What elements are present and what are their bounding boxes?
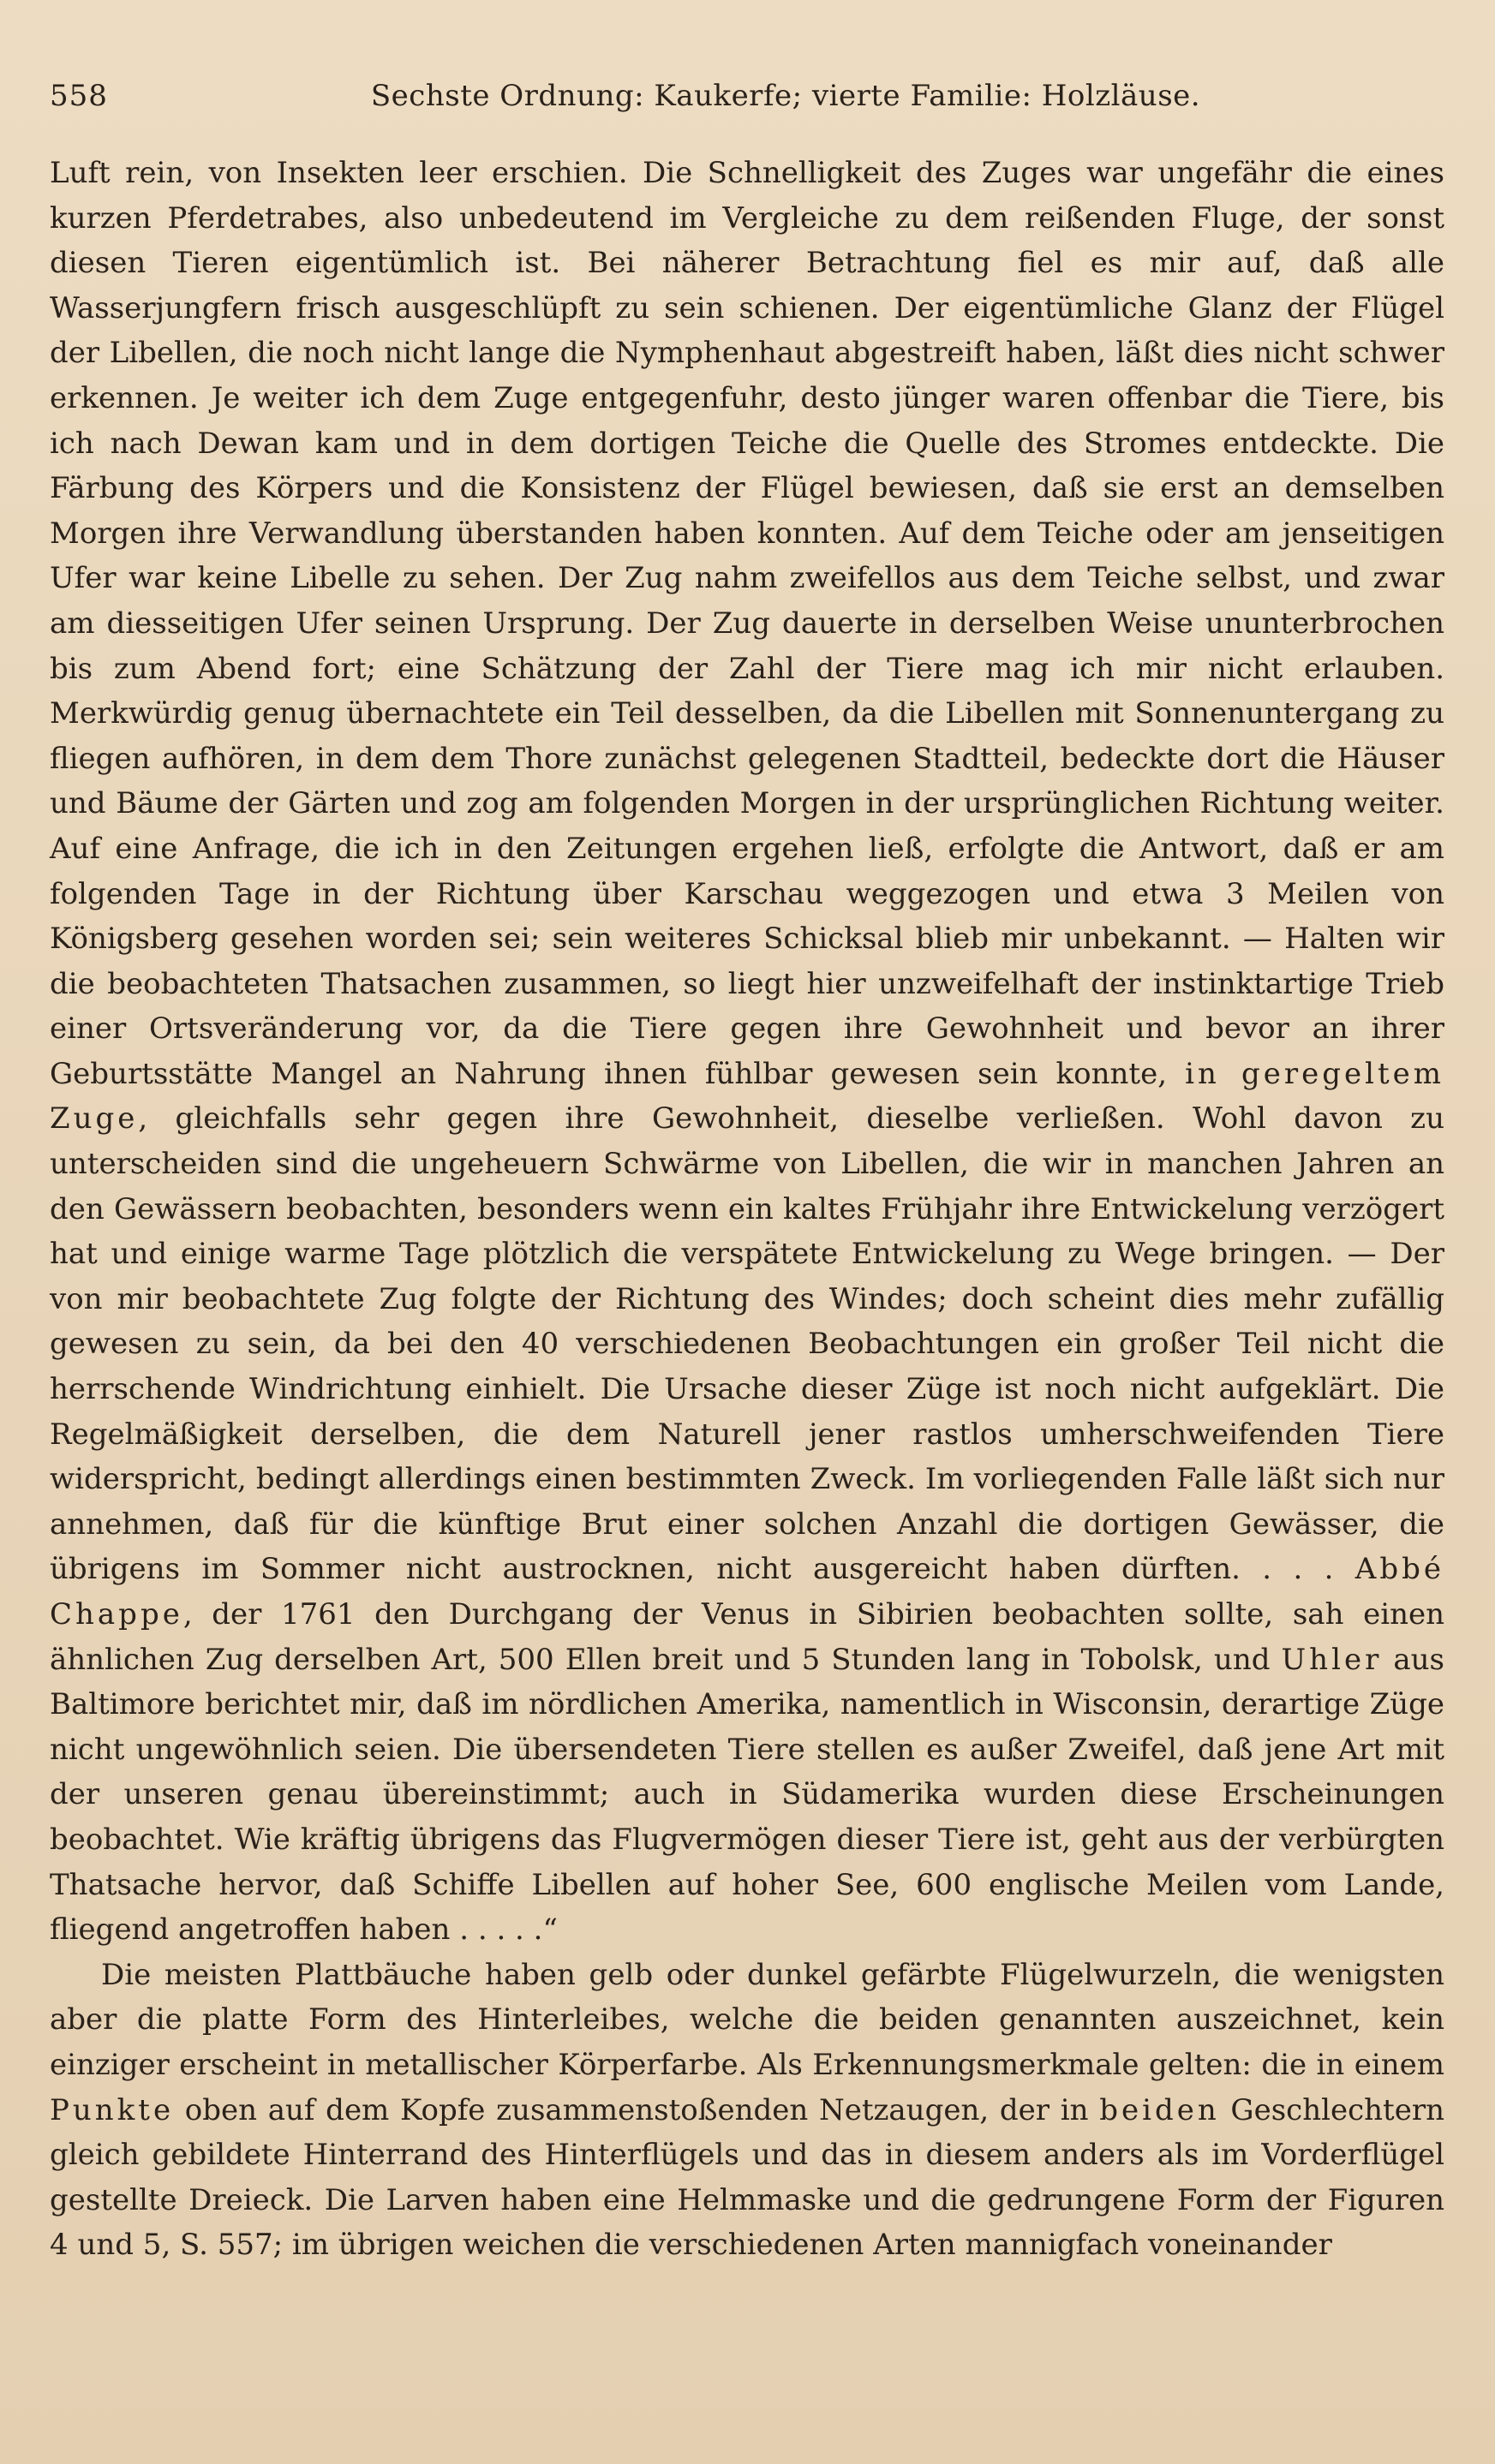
page-header	[50, 74, 1444, 118]
body-text	[50, 151, 1444, 2268]
text-run: Luft rein, von Insekten leer erschien. Die Schnelligkeit des Zuges war ungefähr die eines kurzen Pferdetrabes, also unbedeutend im Vergleiche zu dem reißenden Fluge, der sonst diesen Tieren eigentümlich ist. Bei näherer Betrachtung fiel es mir auf, daß alle Wasserjungfern frisch ausgeschlüpft zu sein schienen. Der eigentümliche Glanz der Flügel der Libellen, die noch nicht lange die Nymphenhaut abgestreift haben, läßt dies nicht schwer erkennen. Je weiter ich dem Zuge entgegenfuhr, desto jünger waren offenbar die Tiere, bis ich nach Dewan kam und in dem dortigen Teiche die Quelle des Stromes entdeckte. Die Färbung des Körpers und die Konsistenz der Flügel bewiesen, daß sie erst an demselben Morgen ihre Verwandlung überstanden haben konnten. Auf dem Teiche oder am jenseitigen Ufer war keine Libelle zu sehen. Der Zug nahm zweifellos aus dem Teiche selbst, und zwar am diesseitigen Ufer seinen Ursprung. Der Zug dauerte in derselben Weise ununterbrochen bis zum Abend fort; eine Schätzung der Zahl der Tiere mag ich mir nicht erlauben. Merkwürdig genug übernachtete ein Teil desselben, da die Libellen mit Sonnenuntergang zu fliegen aufhören, in dem dem Thore zunächst gelegenen Stadtteil, bedeckte dort die Häuser und Bäume der Gärten und zog am folgenden Morgen in der ursprünglichen Richtung weiter. Auf eine Anfrage, die ich in den Zeitungen ergehen ließ, erfolgte die Antwort, daß er am folgenden Tage in der Richtung über Karschau weggezogen und etwa 3 Meilen von Königsberg gesehen worden sei; sein weiteres Schicksal blieb mir unbekannt. — Halten wir die beobachteten Thatsachen zusammen, so liegt hier unzweifelhaft der instinktartige Trieb einer Ortsveränderung vor, da die Tiere gegen ihre Gewohnheit und bevor an ihrer Geburtsstätte Mangel an Nahrung ihnen fühlbar gewesen sein konnte,	[50, 156, 1444, 1091]
text-run: , gleichfalls sehr gegen ihre Gewohnheit, dieselbe verließen. Wohl davon zu unterscheiden sind die ungeheuern Schwärme von Libellen, die wir in manchen Jahren an den Gewässern beobachten, besonders wenn ein kaltes Frühjahr ihre Entwickelung verzögert hat und einige warme Tage plötzlich die verspätete Entwickelung zu Wege bringen. — Der von mir beobachtete Zug folgte der Richtung des Windes; doch scheint dies mehr zufällig gewesen zu sein, da bei den 40 verschiedenen Beobachtungen ein großer Teil nicht die herrschende Windrichtung einhielt. Die Ursache dieser Züge ist noch nicht aufgeklärt. Die Regelmäßigkeit derselben, die dem Naturell jener rastlos umherschweifenden Tiere widerspricht, bedingt allerdings einen bestimmten Zweck. Im vorliegenden Falle läßt sich nur annehmen, daß für die künftige Brut einer solchen Anzahl die dortigen Gewässer, die übrigens im Sommer nicht austrocknen, nicht ausgereicht haben dürften. . . .	[50, 1101, 1444, 1587]
person-name: Uhler	[1281, 1642, 1383, 1677]
emphasized-text: beiden	[1099, 2092, 1220, 2127]
text-run: oben auf dem Kopfe zusammenstoßenden Netzaugen, der in	[174, 2092, 1100, 2127]
emphasized-text: Punkte	[50, 2092, 175, 2127]
running-head: Sechste Ordnung: Kaukerfe; vierte Familie: Holzläuse.	[370, 79, 1201, 113]
emphasized-text: in geregeltem Zuge	[50, 1056, 1445, 1137]
paragraph-quote-continuation	[50, 151, 1444, 1953]
paragraph-plattbaeuche	[50, 1953, 1444, 2268]
person-name: Abbé Chappe	[50, 1552, 1444, 1632]
text-run: aus Baltimore berichtet mir, daß im nördlichen Amerika, namentlich in Wisconsin, derartige Züge nicht ungewöhnlich seien. Die übersendeten Tiere stellen es außer Zweifel, daß jene Art mit der unseren genau übereinstimmt; auch in Südamerika wurden diese Erscheinungen beobachtet. Wie kräftig übrigens das Flugvermögen dieser Tiere ist, geht aus der verbürgten Thatsache hervor, daß Schiffe Libellen auf hoher See, 600 englische Meilen vom Lande, fliegend angetroffen haben . . . . .“	[50, 1642, 1444, 1948]
text-run: , der 1761 den Durchgang der Venus in Sibirien beobachten sollte, sah einen ähnlichen Zug derselben Art, 500 Ellen breit und 5 Stunden lang in Tobolsk, und	[50, 1597, 1444, 1677]
text-run: Die meisten Plattbäuche haben gelb oder dunkel gefärbte Flügelwurzeln, die wenigsten aber die platte Form des Hinterleibes, welche die beiden genannten auszeichnet, kein einziger erscheint in metallischer Körperfarbe. Als Erkennungsmerkmale gelten: die in einem	[50, 1957, 1444, 2082]
text-run: Geschlechtern gleich gebildete Hinterrand des Hinterflügels und das in diesem anders als im Vorderflügel gestellte Dreieck. Die Larven haben eine Helmmaske und die gedrungene Form der Figuren 4 und 5, S. 557; im übrigen weichen die verschiedenen Arten mannigfach voneinander	[50, 2092, 1444, 2263]
page-number: 558	[50, 79, 108, 113]
